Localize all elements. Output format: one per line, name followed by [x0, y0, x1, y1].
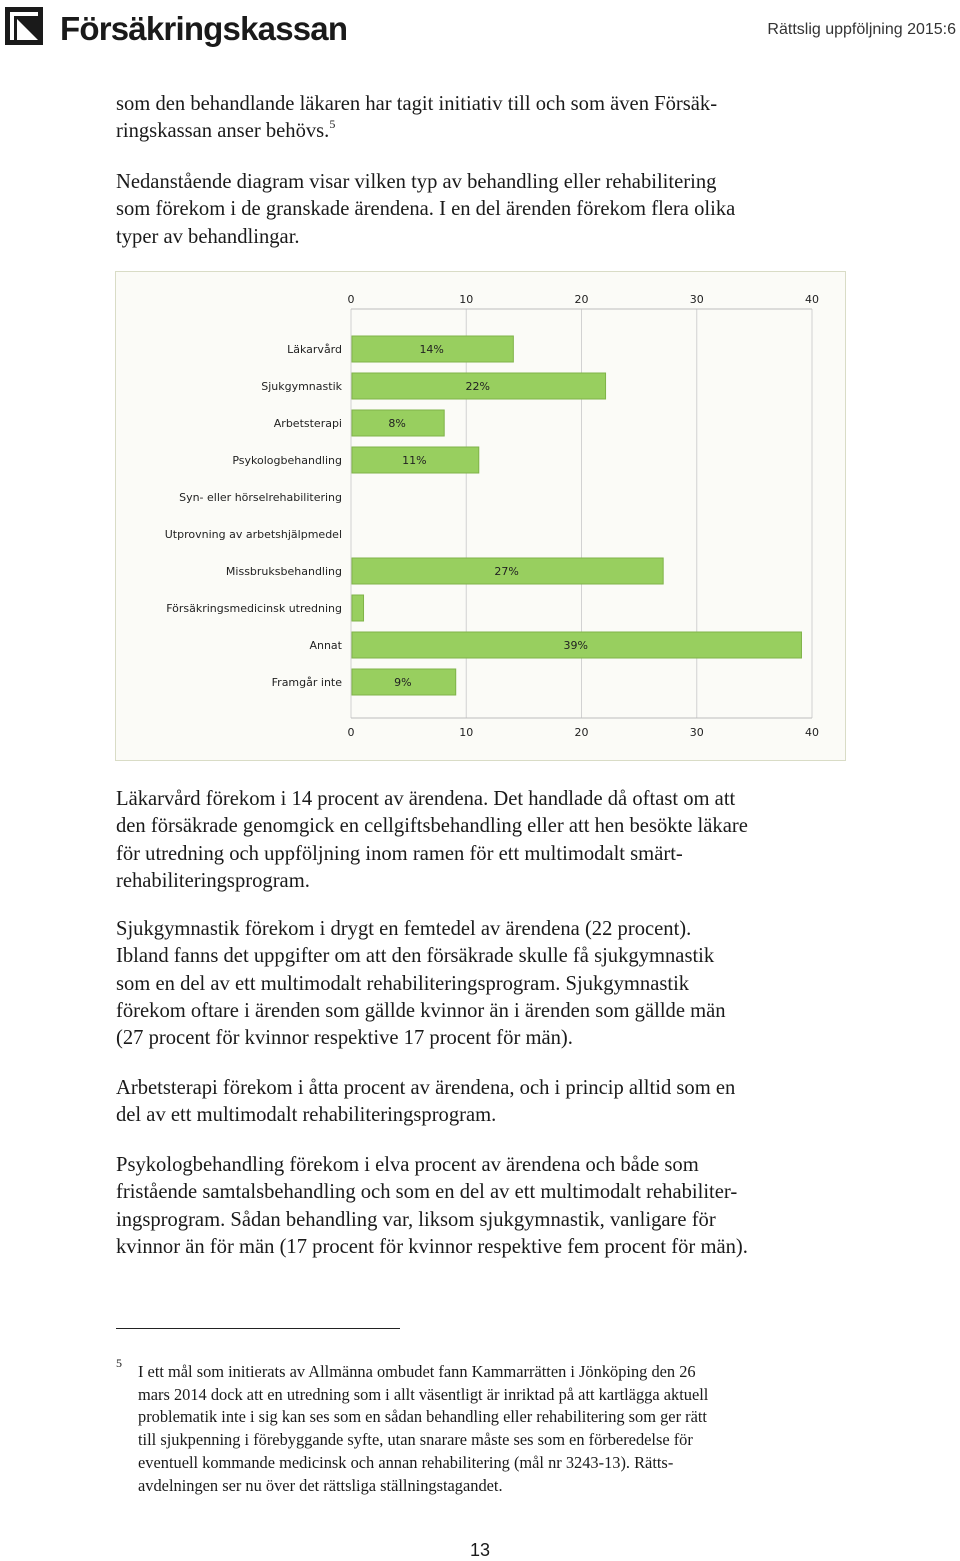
footnote-line: avdelningen ser nu över det rättsliga ställningstagandet. [138, 1475, 503, 1495]
p3-line: rehabiliteringsprogram. [116, 869, 310, 892]
p1-line: ringskassan anser behövs. [116, 120, 330, 143]
page-number: 13 [469, 1540, 491, 1560]
p3-line: för utredning och uppföljning inom ramen för ett multimodalt smärt- [116, 842, 683, 865]
p6-line: Psykologbehandling förekom i elva procent av ärendena och både som [116, 1154, 699, 1176]
p1-line: som den behandlande läkaren har tagit initiativ till och som även Försäk- [116, 93, 718, 115]
data-label: 9% [394, 676, 412, 689]
bar [352, 595, 364, 621]
x-tick-label-top: 40 [805, 293, 819, 306]
category-label: Sjukgymnastik [261, 380, 342, 393]
x-tick-label-bottom: 40 [805, 726, 819, 739]
page-header [0, 0, 960, 60]
x-tick-label-top: 20 [574, 293, 589, 306]
footnote-number: 5 [116, 1356, 122, 1370]
p6-line: ingsprogram. Sådan behandling var, liksom sjukgymnastik, vanligare för [116, 1208, 716, 1231]
footnote-line: mars 2014 dock att en utredning som i allt väsentligt är inriktad på att kartlägga aktuell [138, 1384, 709, 1404]
category-label: Framgår inte [271, 676, 342, 689]
footnote-line: till sjukpenning i förebyggande syfte, utan snarare måste ses som en förberedelse för [138, 1430, 693, 1450]
category-label: Psykologbehandling [232, 454, 342, 467]
p2-line: typer av behandlingar. [116, 225, 300, 248]
x-tick-label-bottom: 20 [574, 726, 589, 739]
paragraph-2 [116, 169, 856, 251]
data-label: 14% [419, 343, 444, 356]
x-tick-label-bottom: 10 [459, 726, 474, 739]
category-label: Läkarvård [287, 343, 342, 356]
data-label: 27% [494, 565, 519, 578]
category-label: Missbruksbehandling [225, 565, 342, 578]
p5-line: Arbetsterapi förekom i åtta procent av ärendena, och i princip alltid som en [116, 1077, 736, 1099]
category-label: Utprovning av arbetshjälpmedel [164, 528, 342, 541]
paragraph-1 [116, 91, 856, 146]
p4-line: som en del av ett multimodalt rehabiliteringsprogram. Sjukgymnastik [116, 972, 690, 995]
p3-line: Läkarvård förekom i 14 procent av ärendena. Det handlade då oftast om att [116, 788, 736, 810]
p5-line: del av ett multimodalt rehabiliteringsprogram. [116, 1104, 497, 1127]
x-tick-label-top: 0 [347, 293, 355, 306]
data-label: 22% [465, 380, 491, 393]
p4-line: (27 procent för kvinnor respektive 17 procent för män). [116, 1027, 573, 1050]
p6-line: kvinnor än för män (17 procent för kvinnor respektive fem procent för män). [116, 1235, 748, 1258]
p3-line: den försäkrade genomgick en cellgiftsbehandling eller att hen besökte läkare [116, 815, 748, 838]
data-label: 39% [563, 639, 588, 652]
x-tick-label-bottom: 0 [347, 726, 355, 739]
p6-line: fristående samtalsbehandling och som en del av ett multimodalt rehabiliter- [116, 1181, 738, 1204]
p2-line: som förekom i de granskade ärendena. I en del ärenden förekom flera olika [116, 198, 736, 221]
category-label: Syn- eller hörselrehabilitering [179, 491, 342, 504]
brand-name: Försäkringskassan [60, 10, 348, 47]
paragraph-4 [116, 916, 856, 1052]
category-label: Annat [309, 639, 342, 652]
p4-line: förekom oftare i ärenden som gällde kvinnor än i ärenden som gällde män [116, 999, 726, 1022]
footnote-line: eventuell kommande medicinsk och annan rehabilitering (mål nr 3243-13). Rätts- [138, 1452, 674, 1472]
x-tick-label-top: 10 [459, 293, 474, 306]
p4-line: Sjukgymnastik förekom i drygt en femtedel av ärendena (22 procent). [116, 918, 692, 940]
x-tick-label-bottom: 30 [689, 726, 704, 739]
footnote-divider [116, 1328, 400, 1329]
paragraph-6 [116, 1152, 856, 1261]
bar-chart [116, 272, 847, 762]
data-label: 8% [388, 417, 406, 430]
category-label: Försäkringsmedicinsk utredning [166, 602, 342, 615]
paragraph-3 [116, 786, 856, 895]
footnote-line: problematik inte i sig kan ses som en sådan behandling eller rehabilitering som ger rätt [138, 1407, 707, 1427]
p2-line: Nedanstående diagram visar vilken typ av behandling eller rehabilitering [116, 171, 717, 193]
footnote-text [138, 1361, 838, 1497]
category-label: Arbetsterapi [273, 417, 342, 430]
footnote-ref: 5 [329, 117, 336, 132]
paragraph-5 [116, 1075, 856, 1130]
data-label: 11% [402, 454, 427, 467]
p4-line: Ibland fanns det uppgifter om att den försäkrade skulle få sjukgymnastik [116, 945, 715, 968]
treatment-chart [115, 271, 846, 761]
report-id: Rättslig uppföljning 2015:6 [767, 21, 956, 38]
footnote-line: I ett mål som initierats av Allmänna ombudet fann Kammarrätten i Jönköping den 26 [138, 1362, 696, 1381]
forsakringskassan-logo-icon [5, 7, 43, 45]
x-tick-label-top: 30 [689, 293, 704, 306]
